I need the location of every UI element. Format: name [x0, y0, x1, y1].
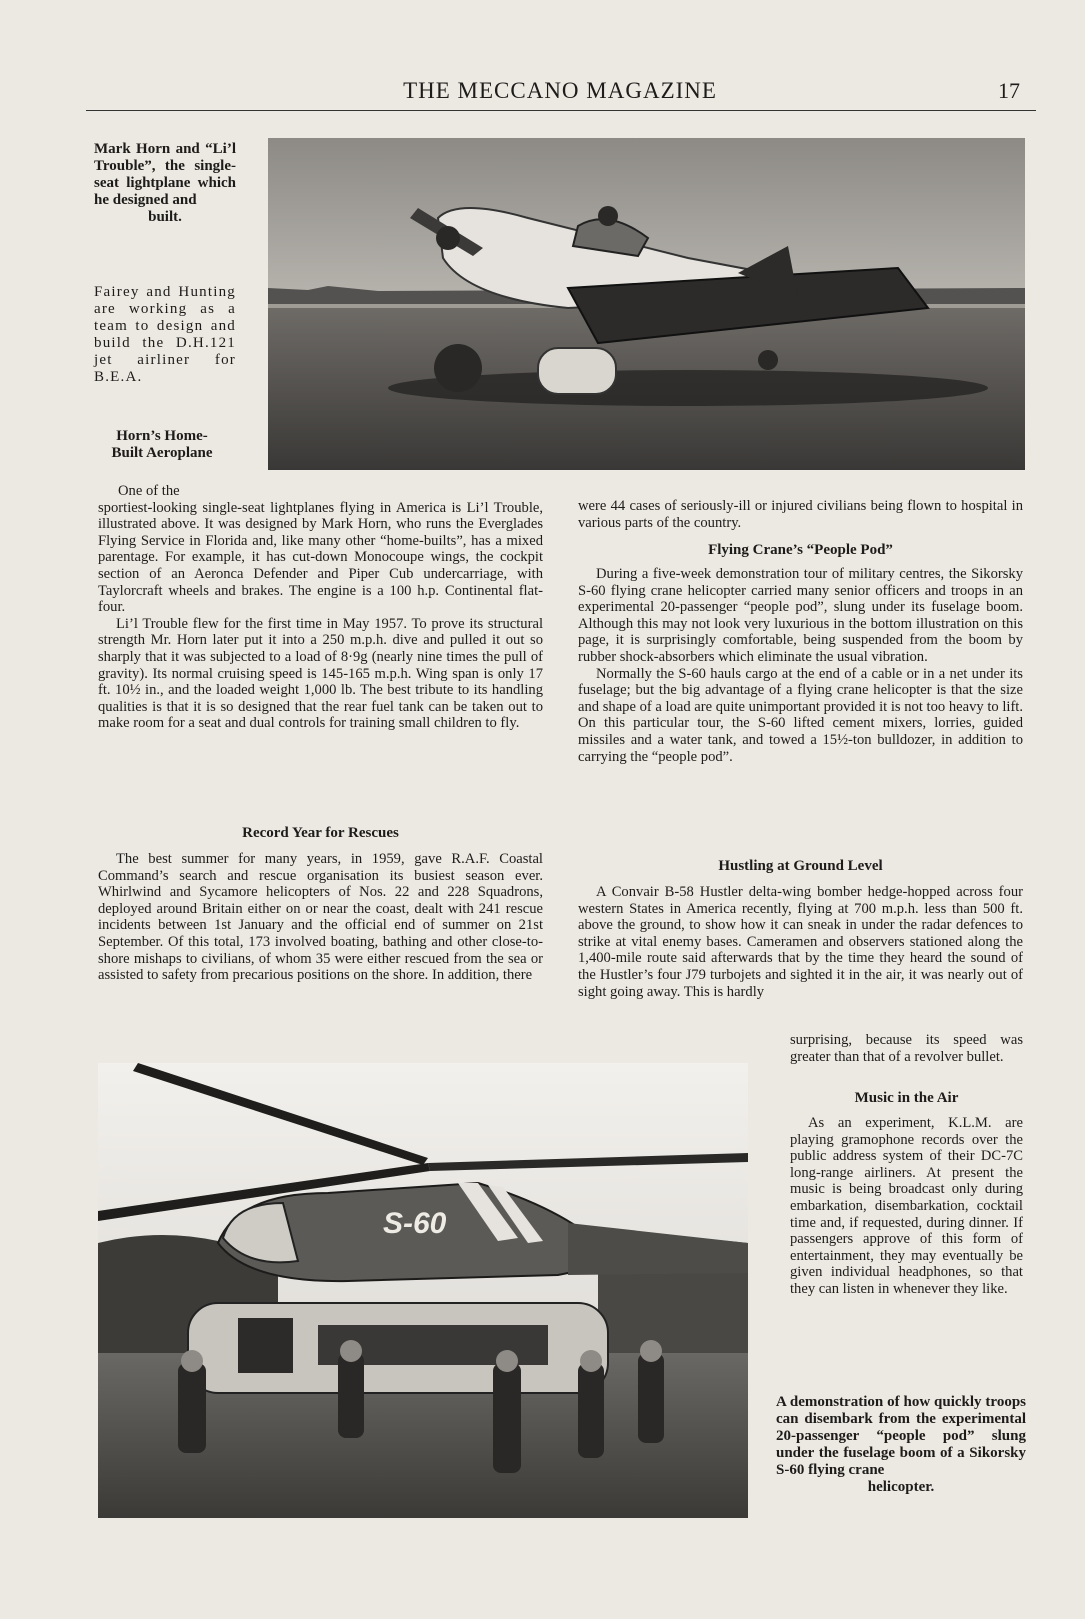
hustling-heading: Hustling at Ground Level: [718, 858, 883, 874]
top-photo-caption: [94, 141, 236, 226]
horn-article: [98, 483, 543, 732]
rescues-p1: The best summer for many years, in 1959, gave R.A.F. Coastal Command’s search and rescue organisation its busiest season ever. Whirlwind and Sycamore helicopters of Nos. 22 and 228 Squadrons, deployed around Britain either on or near the coast, dealt with 241 rescue incidents between 1st January and the official end of summer on 21st September. Of this total, 173 involved boating, bathing and other close-to-shore mishaps to civilians, of whom 35 were either rescued from the sea or assisted to safety from precarious positions on the shore. In addition, there: [98, 851, 543, 984]
rescues-article: [98, 851, 543, 984]
helicopter-photo: [98, 1063, 748, 1518]
rescues-continued: [578, 498, 1023, 531]
bottom-photo-caption-text: A demonstration of how quickly troops can disembark from the experimental 20-passenger “people pod” slung under the fuselage boom of a Sikorsky S-60 flying crane: [776, 1394, 1026, 1478]
helicopter-marking: S-60: [383, 1207, 447, 1240]
hustling-p1-end: surprising, because its speed was greater than that of a revolver bullet.: [790, 1032, 1023, 1065]
bottom-photo-caption: [776, 1394, 1026, 1496]
top-photo-caption-text: Mark Horn and “Li’l Trouble”, the single-seat lightplane which he designed and: [94, 141, 236, 208]
top-photo-caption-end: built.: [148, 209, 182, 225]
header-rule: [86, 110, 1036, 111]
lightplane-illustration: [268, 138, 1025, 470]
crane-article: [578, 566, 1023, 765]
hustling-article-end: [790, 1032, 1023, 1065]
fairey-note: Fairey and Hunting are working as a team to design and build the D.H.121 jet airliner for B.E.A.: [94, 284, 236, 385]
music-article: [790, 1115, 1023, 1298]
magazine-title: THE MECCANO MAGAZINE: [403, 78, 717, 103]
lightplane-photo: [268, 138, 1025, 470]
crane-heading: Flying Crane’s “People Pod”: [708, 542, 893, 558]
horn-heading: Horn’s Home-Built Aeroplane: [111, 428, 213, 461]
horn-article-p1: sportiest-looking single-seat lightplanes flying in America is Li’l Trouble, illustrated above. It was designed by Mark Horn, who runs the Everglades Flying Service in Florida and, like many other “home-builts”, has a mixed parentage. For example, it has cut-down Monocoupe wings, the cockpit section of an Aeronca Defender and Piper Cub undercarriage, with Taylorcraft wheels and brakes. The engine is a 100 h.p. Continental flat-four.: [98, 499, 543, 616]
horn-article-p2: Li’l Trouble flew for the first time in May 1957. To prove its structural strength Mr. Horn later put it into a 250 m.p.h. dive and pulled it out so sharply that it was subjected to a load of 8·9g (nearly nine times the pull of gravity). Its normal cruising speed is 145-165 m.p.h. Wing span is only 17 ft. 10½ in., and the loaded weight 1,000 lb. The best tribute to its handling qualities is that it is so designed that the rear fuel tank can be taken out to make room for a seat and dual controls for training small children to fly.: [98, 615, 543, 732]
hustling-p1: A Convair B-58 Hustler delta-wing bomber hedge-hopped across four western States in America recently, flying at 700 m.p.h. less than 500 ft. above the ground, to show how it can sneak in under the radar defences to strike at vital enemy bases. Cameramen and observers stationed along the 1,400-mile route said afterwards that by the time they heard the sound of the Hustler’s four J79 turbojets and sighted it in the air, it was nearly out of sight going away. This is hardly: [578, 884, 1023, 1000]
rescues-continued-text: were 44 cases of seriously-ill or injured civilians being flown to hospital in various parts of the country.: [578, 498, 1023, 531]
music-heading: Music in the Air: [854, 1090, 959, 1106]
bottom-photo-caption-end: helicopter.: [867, 1479, 935, 1495]
hustling-article: [578, 884, 1023, 1000]
crane-p1: During a five-week demonstration tour of military centres, the Sikorsky S-60 flying crane helicopter carried many senior officers and troops in an experimental 20-passenger “people pod”, slung under its fuselage boom. Although this may not look very luxurious in the bottom illustration on this page, it is surprisingly comfortable, being suspended from the boom by rubber shock-absorbers which eliminate the usual vibration.: [578, 566, 1023, 665]
horn-article-lead: One of the: [118, 483, 180, 499]
helicopter-illustration: [98, 1063, 748, 1518]
crane-p2: Normally the S-60 hauls cargo at the end of a cable or in a net under its fuselage; but the big advantage of a flying crane helicopter is that the size and shape of a load are quite unimportant provided it is not too heavy to lift. On this particular tour, the S-60 lifted cement mixers, lorries, guided missiles and a water tank, and towed a 15½-ton bulldozer, in addition to carrying the “people pod”.: [578, 665, 1024, 765]
rescues-heading: Record Year for Rescues: [242, 825, 399, 841]
music-p1: As an experiment, K.L.M. are playing gramophone records over the public address system of their DC-7C long-range airliners. At present the music is being broadcast only during embarkation, disembarkation, cocktail time and, if requested, during dinner. If passengers approve of this form of entertainment, they may eventually be given individual headphones, so that they can listen in whenever they like.: [790, 1115, 1023, 1297]
page-number: 17: [998, 78, 1020, 103]
